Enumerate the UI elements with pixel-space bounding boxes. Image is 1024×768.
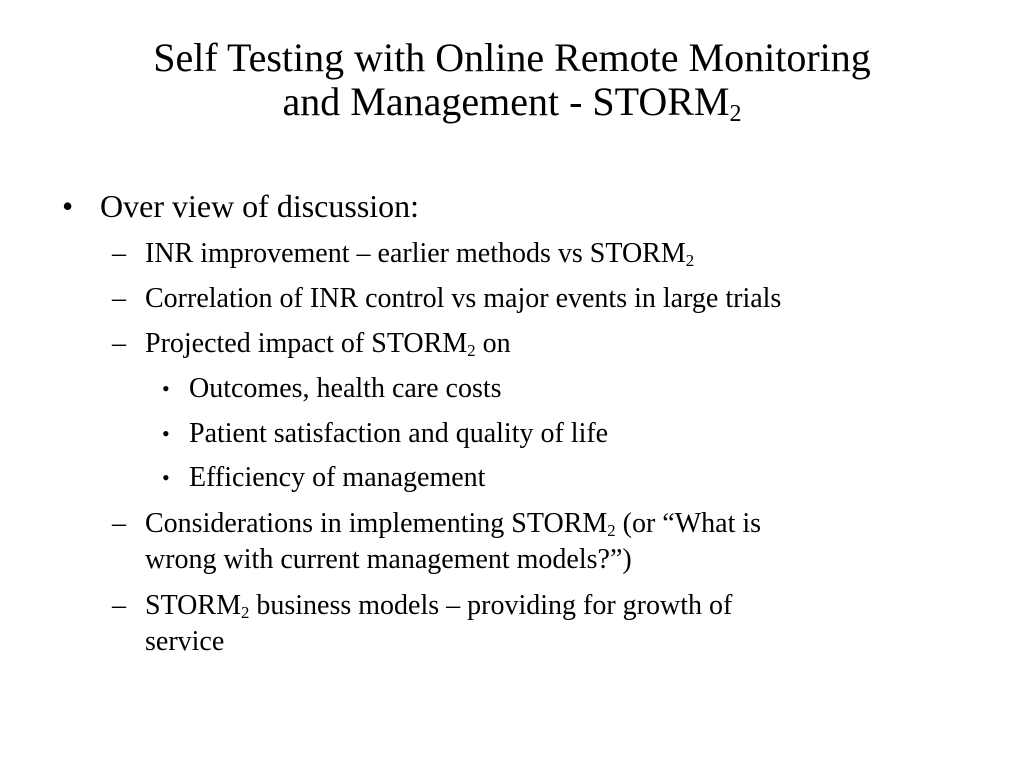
bullet-considerations-text <box>145 508 761 540</box>
dash-marker: – <box>112 238 126 269</box>
sub-bullet-text: Outcomes, health care costs <box>189 373 502 404</box>
bullet-overview-text: Over view of discussion: <box>100 188 420 224</box>
text-part: INR improvement – earlier methods vs STORM <box>145 238 686 269</box>
subscript: 2 <box>240 603 250 623</box>
bullet-correlation-text: Correlation of INR control vs major events in large trials <box>145 283 782 314</box>
dash-marker: – <box>112 590 126 621</box>
bullet-considerations-line-2: wrong with current management models?”) <box>145 544 632 575</box>
bullet-projected-impact-text <box>145 328 511 360</box>
title-line-2-main: and Management - STORM <box>282 79 730 124</box>
sub-bullet-text: Efficiency of management <box>189 462 486 493</box>
sub-bullet-marker: • <box>162 465 170 490</box>
bullet-marker: • <box>62 188 74 224</box>
subscript: 2 <box>685 251 695 271</box>
dash-marker: – <box>112 508 126 539</box>
bullet-inr-improvement-text <box>145 238 694 270</box>
bullet-business-models-text <box>145 590 732 622</box>
title-line-1: Self Testing with Online Remote Monitoring <box>153 35 871 80</box>
text-part: STORM <box>145 590 241 621</box>
text-part: business models – providing for growth of <box>249 590 733 621</box>
text-part: Projected impact of STORM <box>145 328 468 359</box>
sub-bullet-marker: • <box>162 376 170 401</box>
subscript: 2 <box>467 341 476 361</box>
title-subscript: 2 <box>729 101 742 127</box>
text-part: on <box>475 328 511 359</box>
bullet-business-models-line-2: service <box>145 626 225 657</box>
text-part: Considerations in implementing STORM <box>145 508 608 539</box>
text-part: (or “What is <box>615 508 762 539</box>
subscript: 2 <box>607 521 616 541</box>
slide-title <box>60 35 964 127</box>
sub-bullet-marker: • <box>162 421 170 446</box>
title-line-2 <box>60 79 964 127</box>
dash-marker: – <box>112 328 126 359</box>
dash-marker: – <box>112 283 126 314</box>
sub-bullet-text: Patient satisfaction and quality of life <box>189 418 609 449</box>
